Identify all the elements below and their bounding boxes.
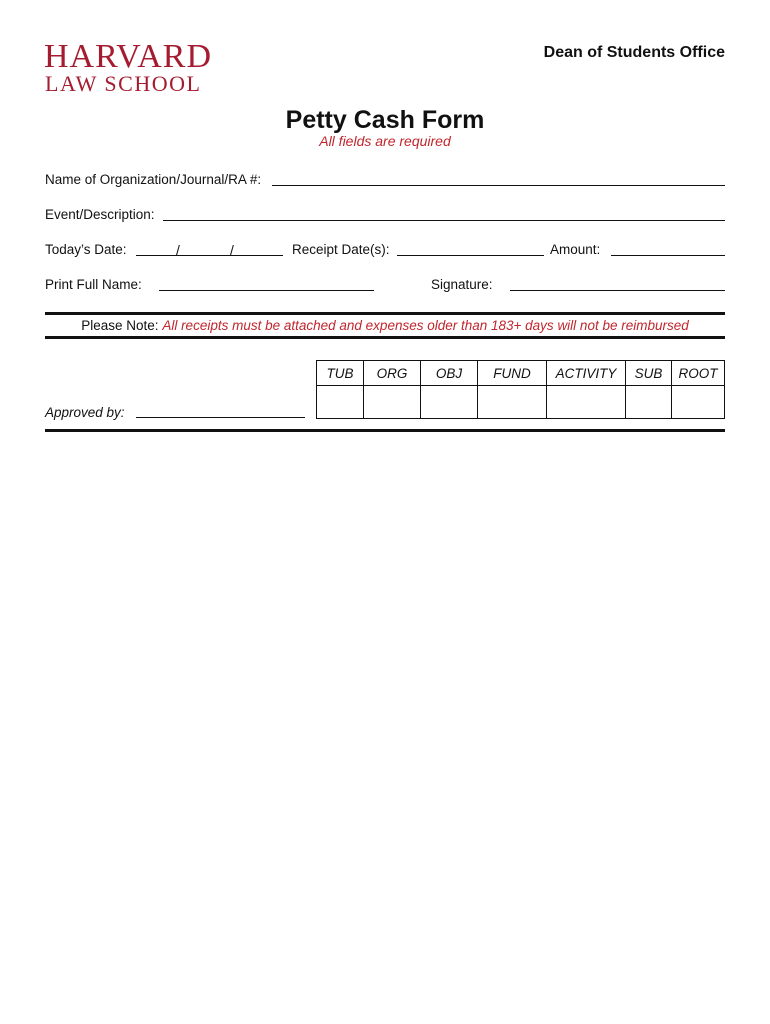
code-input-fund[interactable] (478, 386, 547, 419)
please-note (45, 318, 725, 333)
date-separator: / (230, 242, 234, 258)
divider (45, 429, 725, 432)
logo-harvard: HARVARD (44, 38, 213, 75)
approved-by-label: Approved by: (45, 405, 125, 420)
code-header-org: ORG (364, 361, 421, 386)
code-input-sub[interactable] (626, 386, 672, 419)
today-date-label: Today’s Date: (45, 242, 127, 257)
form-subtitle: All fields are required (319, 133, 451, 149)
logo-law-school: LAW SCHOOL (45, 71, 202, 96)
print-name-label: Print Full Name: (45, 277, 142, 292)
code-input-root[interactable] (672, 386, 725, 419)
office-name: Dean of Students Office (543, 44, 725, 61)
amount-field[interactable] (611, 255, 725, 256)
signature-label: Signature: (431, 277, 493, 292)
print-name-field[interactable] (159, 290, 374, 291)
code-input-activity[interactable] (547, 386, 626, 419)
form-title: Petty Cash Form (285, 106, 485, 134)
date-separator: / (176, 242, 180, 258)
code-header-obj: OBJ (421, 361, 478, 386)
code-header-activity: ACTIVITY (547, 361, 626, 386)
organization-field[interactable] (272, 185, 725, 186)
divider (45, 312, 725, 315)
code-header-tub: TUB (317, 361, 364, 386)
note-prefix: Please Note: (81, 318, 159, 333)
account-codes-table (316, 360, 725, 419)
code-input-org[interactable] (364, 386, 421, 419)
organization-label: Name of Organization/Journal/RA #: (45, 172, 262, 187)
table-input-row (317, 386, 725, 419)
note-text: All receipts must be attached and expenses older than 183+ days will not be reimbursed (162, 318, 689, 333)
code-input-obj[interactable] (421, 386, 478, 419)
approved-by-field[interactable] (136, 417, 305, 418)
amount-label: Amount: (550, 242, 601, 257)
event-label: Event/Description: (45, 207, 155, 222)
code-header-sub: SUB (626, 361, 672, 386)
code-header-root: ROOT (672, 361, 725, 386)
code-header-fund: FUND (478, 361, 547, 386)
code-input-tub[interactable] (317, 386, 364, 419)
divider (45, 336, 725, 339)
receipt-dates-field[interactable] (397, 255, 544, 256)
table-header-row (317, 361, 725, 386)
signature-field[interactable] (510, 290, 725, 291)
event-description-field[interactable] (163, 220, 725, 221)
receipt-dates-label: Receipt Date(s): (292, 242, 390, 257)
today-date-field[interactable] (136, 255, 283, 256)
